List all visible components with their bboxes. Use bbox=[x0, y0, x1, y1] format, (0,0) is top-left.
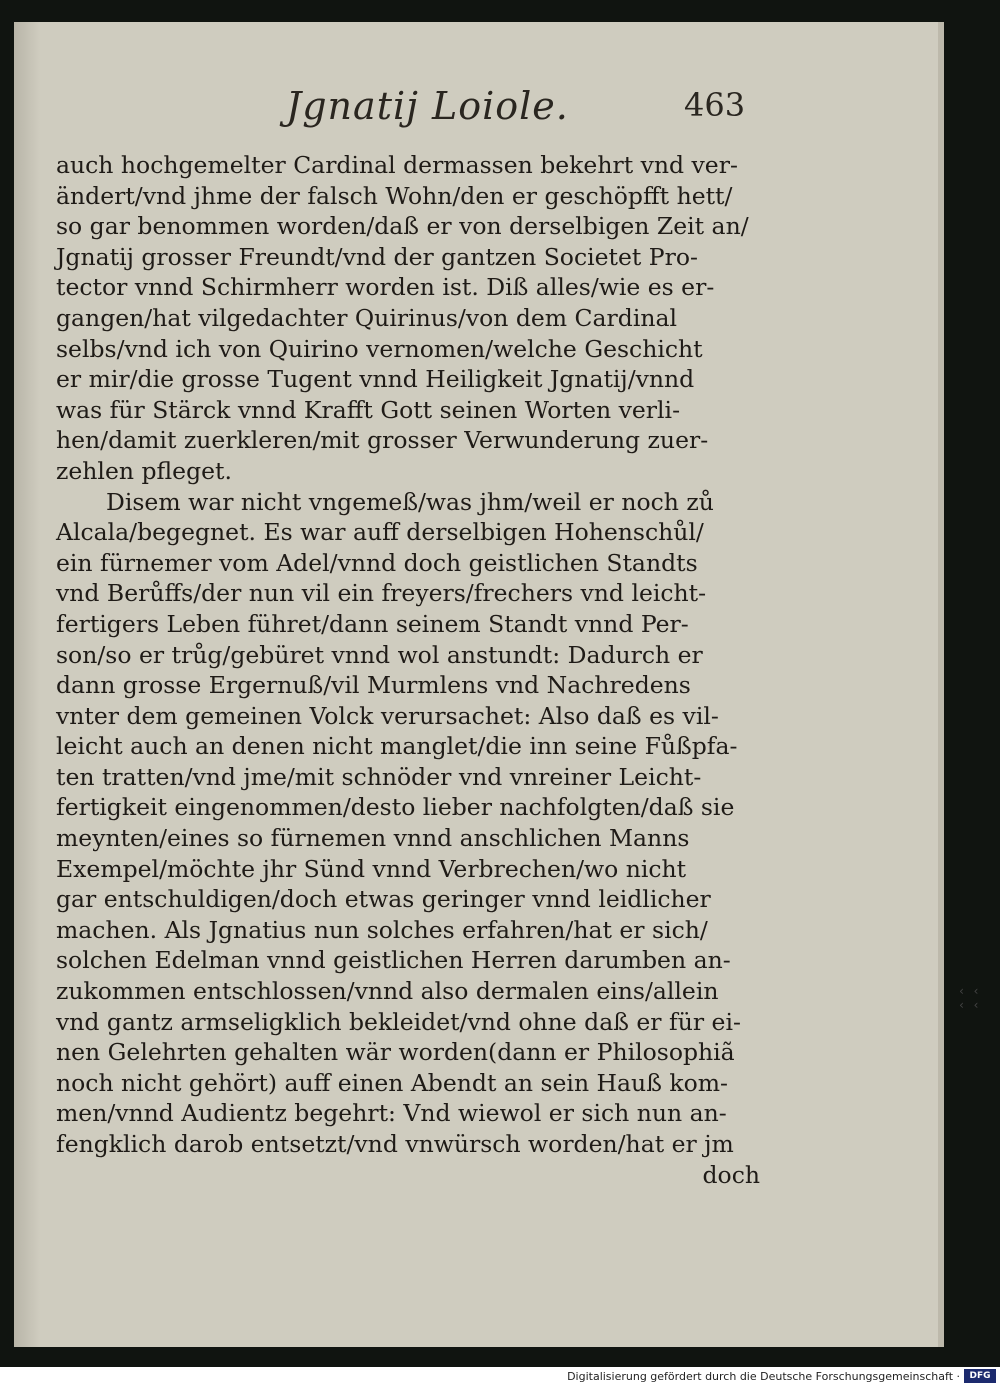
text-line: tector vnnd Schirmherr worden ist. Diß alles/wie es er- bbox=[56, 273, 715, 302]
text-line: Alcala/begegnet. Es war auff derselbigen Hohenschůl/ bbox=[56, 518, 704, 547]
running-title: Jgnatij Loiole. bbox=[286, 84, 569, 128]
dfg-logo: DFG bbox=[964, 1369, 996, 1383]
text-line: was für Stärck vnnd Krafft Gott seinen Worten verli- bbox=[56, 395, 681, 424]
text-line: er mir/die grosse Tugent vnnd Heiligkeit Jgnatij/vnnd bbox=[56, 365, 695, 394]
book-page bbox=[14, 22, 944, 1347]
body-text bbox=[56, 150, 760, 1190]
text-line: fertigers Leben führet/dann seinem Standt vnnd Per- bbox=[56, 609, 689, 638]
text-line: ten tratten/vnd jme/mit schnöder vnd vnreiner Leicht- bbox=[56, 762, 702, 791]
text-line: selbs/vnd ich von Quirino vernomen/welche Geschicht bbox=[56, 334, 703, 363]
text-line: so gar benommen worden/daß er von derselbigen Zeit an/ bbox=[56, 212, 749, 241]
text-line: vnd Berůffs/der nun vil ein freyers/frechers vnd leicht- bbox=[56, 579, 707, 608]
page-gutter-shadow bbox=[14, 22, 40, 1347]
text-line: Jgnatij grosser Freundt/vnd der gantzen Societet Pro- bbox=[56, 242, 698, 271]
text-line: fengklich darob entsetzt/vnd vnwürsch worden/hat er jm bbox=[56, 1130, 734, 1158]
text-line: ein fürnemer vom Adel/vnnd doch geistlichen Standts bbox=[56, 548, 698, 577]
page-header bbox=[14, 84, 944, 144]
text-line: leicht auch an denen nicht manglet/die inn seine Fůßpfa- bbox=[56, 732, 738, 761]
text-line: men/vnnd Audientz begehrt: Vnd wiewol er sich nun an- bbox=[56, 1099, 727, 1128]
text-line: auch hochgemelter Cardinal dermassen bekehrt vnd ver- bbox=[56, 151, 738, 179]
text-line: nen Gelehrten gehalten wär worden(dann er Philosophiã bbox=[56, 1038, 735, 1067]
text-line: solchen Edelman vnnd geistlichen Herren darumben an- bbox=[56, 946, 731, 975]
text-line: gar entschuldigen/doch etwas geringer vnnd leidlicher bbox=[56, 885, 711, 914]
page-edge bbox=[938, 22, 944, 1347]
text-line: meynten/eines so fürnemen vnnd anschlichen Manns bbox=[56, 824, 690, 853]
page-number: 463 bbox=[684, 86, 746, 124]
catchword: doch bbox=[702, 1160, 760, 1189]
text-line: hen/damit zuerkleren/mit grosser Verwunderung zuer- bbox=[56, 426, 709, 455]
text-line: vnter dem gemeinen Volck verursachet: Also daß es vil- bbox=[56, 701, 719, 730]
text-line: machen. Als Jgnatius nun solches erfahren/hat er sich/ bbox=[56, 915, 708, 944]
text-line: fertigkeit eingenommen/desto lieber nachfolgten/daß sie bbox=[56, 793, 735, 822]
text-line: ändert/vnd jhme der falsch Wohn/den er geschöpfft hett/ bbox=[56, 181, 733, 210]
text-line: gangen/hat vilgedachter Quirinus/von dem Cardinal bbox=[56, 303, 678, 332]
scan-edge-mark: ‹ ‹ ‹ ‹ bbox=[958, 984, 980, 1012]
text-line: dann grosse Ergernuß/vil Murmlens vnd Nachredens bbox=[56, 671, 691, 700]
text-line: zukommen entschlossen/vnnd also dermalen eins/allein bbox=[56, 977, 719, 1006]
paragraph-start-line: Disem war nicht vngemeß/was jhm/weil er noch zů bbox=[106, 487, 714, 516]
text-line: zehlen pfleget. bbox=[56, 456, 232, 485]
text-line: vnd gantz armseligklich bekleidet/vnd ohne daß er für ei- bbox=[56, 1007, 741, 1036]
text-line: son/so er trůg/gebüret vnnd wol anstundt: Dadurch er bbox=[56, 640, 703, 669]
funding-credit: Digitalisierung gefördert durch die Deutsche Forschungsgemeinschaft · bbox=[567, 1370, 960, 1383]
text-line: Exempel/möchte jhr Sünd vnnd Verbrechen/wo nicht bbox=[56, 854, 687, 883]
footer-bar bbox=[0, 1367, 1000, 1387]
text-line: noch nicht gehört) auff einen Abendt an sein Hauß kom- bbox=[56, 1068, 728, 1097]
